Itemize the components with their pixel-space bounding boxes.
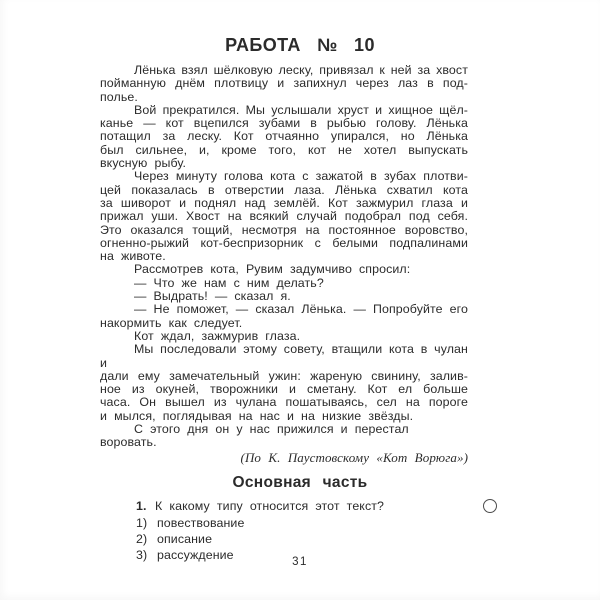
section-heading: Основная часть <box>232 474 368 491</box>
option-row <box>136 516 471 531</box>
work-title: РАБОТА № 10 <box>225 35 375 55</box>
passage-line: вкусную рыбу. <box>100 156 186 171</box>
passage-line: был сильнее, и, кроме того, кот не хотел выпускать <box>100 142 468 157</box>
option-number: 3) <box>136 547 148 562</box>
passage-line: накормить как следует. <box>100 315 243 330</box>
passage-line: прижал уши. Хвост на всякий случай подобрал под себя. <box>100 209 468 224</box>
passage-line: полье. <box>100 89 138 104</box>
passage-line: С этого дня он у нас прижился и перестал воровать. <box>100 422 409 450</box>
passage-line: Это оказался тощий, несмотря на постоянное воровство, <box>100 222 468 237</box>
passage-line: Кот ждал, зажмурив глаза. <box>134 328 301 343</box>
option-label: описание <box>157 531 213 546</box>
attribution: (По К. Паустовскому «Кот Ворюга») <box>240 449 468 465</box>
passage-line: Через минуту голова кота с зажатой в зубах плотви- <box>134 169 468 184</box>
passage-line: за шиворот и поднял над землёй. Кот зажмурил глаза и <box>100 195 468 210</box>
option-label: рассуждение <box>157 547 234 562</box>
passage-line: — Выдрать! — сказал я. <box>134 289 291 304</box>
passage-line: и мылся, поглядывая на нас и на низкие звёзды. <box>100 408 414 423</box>
passage-line: пойманную днём плотвицу и запихнул через лаз в под- <box>100 76 468 91</box>
passage-line: — Что же нам с ним делать? <box>134 275 324 290</box>
passage-line: Вой прекратился. Мы услышали хруст и хищное щёл- <box>134 102 468 117</box>
passage-line: часа. Он вышел из чулана пошатываясь, сел на пороге <box>100 395 468 410</box>
passage-line: огненно-рыжий кот-беспризорник с белыми подпалинами <box>100 235 468 250</box>
passage-line: — Не поможет, — сказал Лёнька. — Попробуйте его <box>134 302 468 317</box>
question-number: 1. <box>136 499 147 513</box>
passage-line: дали ему замечательный ужин: жареную свинину, залив- <box>100 368 468 383</box>
question-1 <box>136 499 471 563</box>
passage-line: Рассмотрев кота, Рувим задумчиво спросил: <box>134 262 411 277</box>
option-row <box>136 532 471 547</box>
passage-line: канье — кот вцепился зубами в рыбью голову. Лёнька <box>100 116 468 131</box>
answer-circle <box>483 499 497 513</box>
passage-line: ное из окуней, творожники и сметану. Кот ел больше <box>100 382 468 397</box>
passage <box>100 64 468 464</box>
question-line <box>136 499 471 514</box>
passage-line: на животе. <box>100 249 166 264</box>
option-number: 1) <box>136 515 148 530</box>
passage-line: Мы последовали этому совету, втащили кота в чулан и <box>100 342 468 370</box>
passage-line: потащил за леску. Кот отчаянно упирался, но Лёнька <box>100 129 468 144</box>
option-number: 2) <box>136 531 148 546</box>
passage-line: Лёнька взял шёлковую леску, привязал к ней за хвост <box>134 63 468 77</box>
option-label: повествование <box>157 515 245 530</box>
question-text: К какому типу относится этот текст? <box>155 499 385 513</box>
page-number: 31 <box>292 556 308 568</box>
passage-line: цей показалась в отверстии лаза. Лёнька схватил кота <box>100 182 468 197</box>
